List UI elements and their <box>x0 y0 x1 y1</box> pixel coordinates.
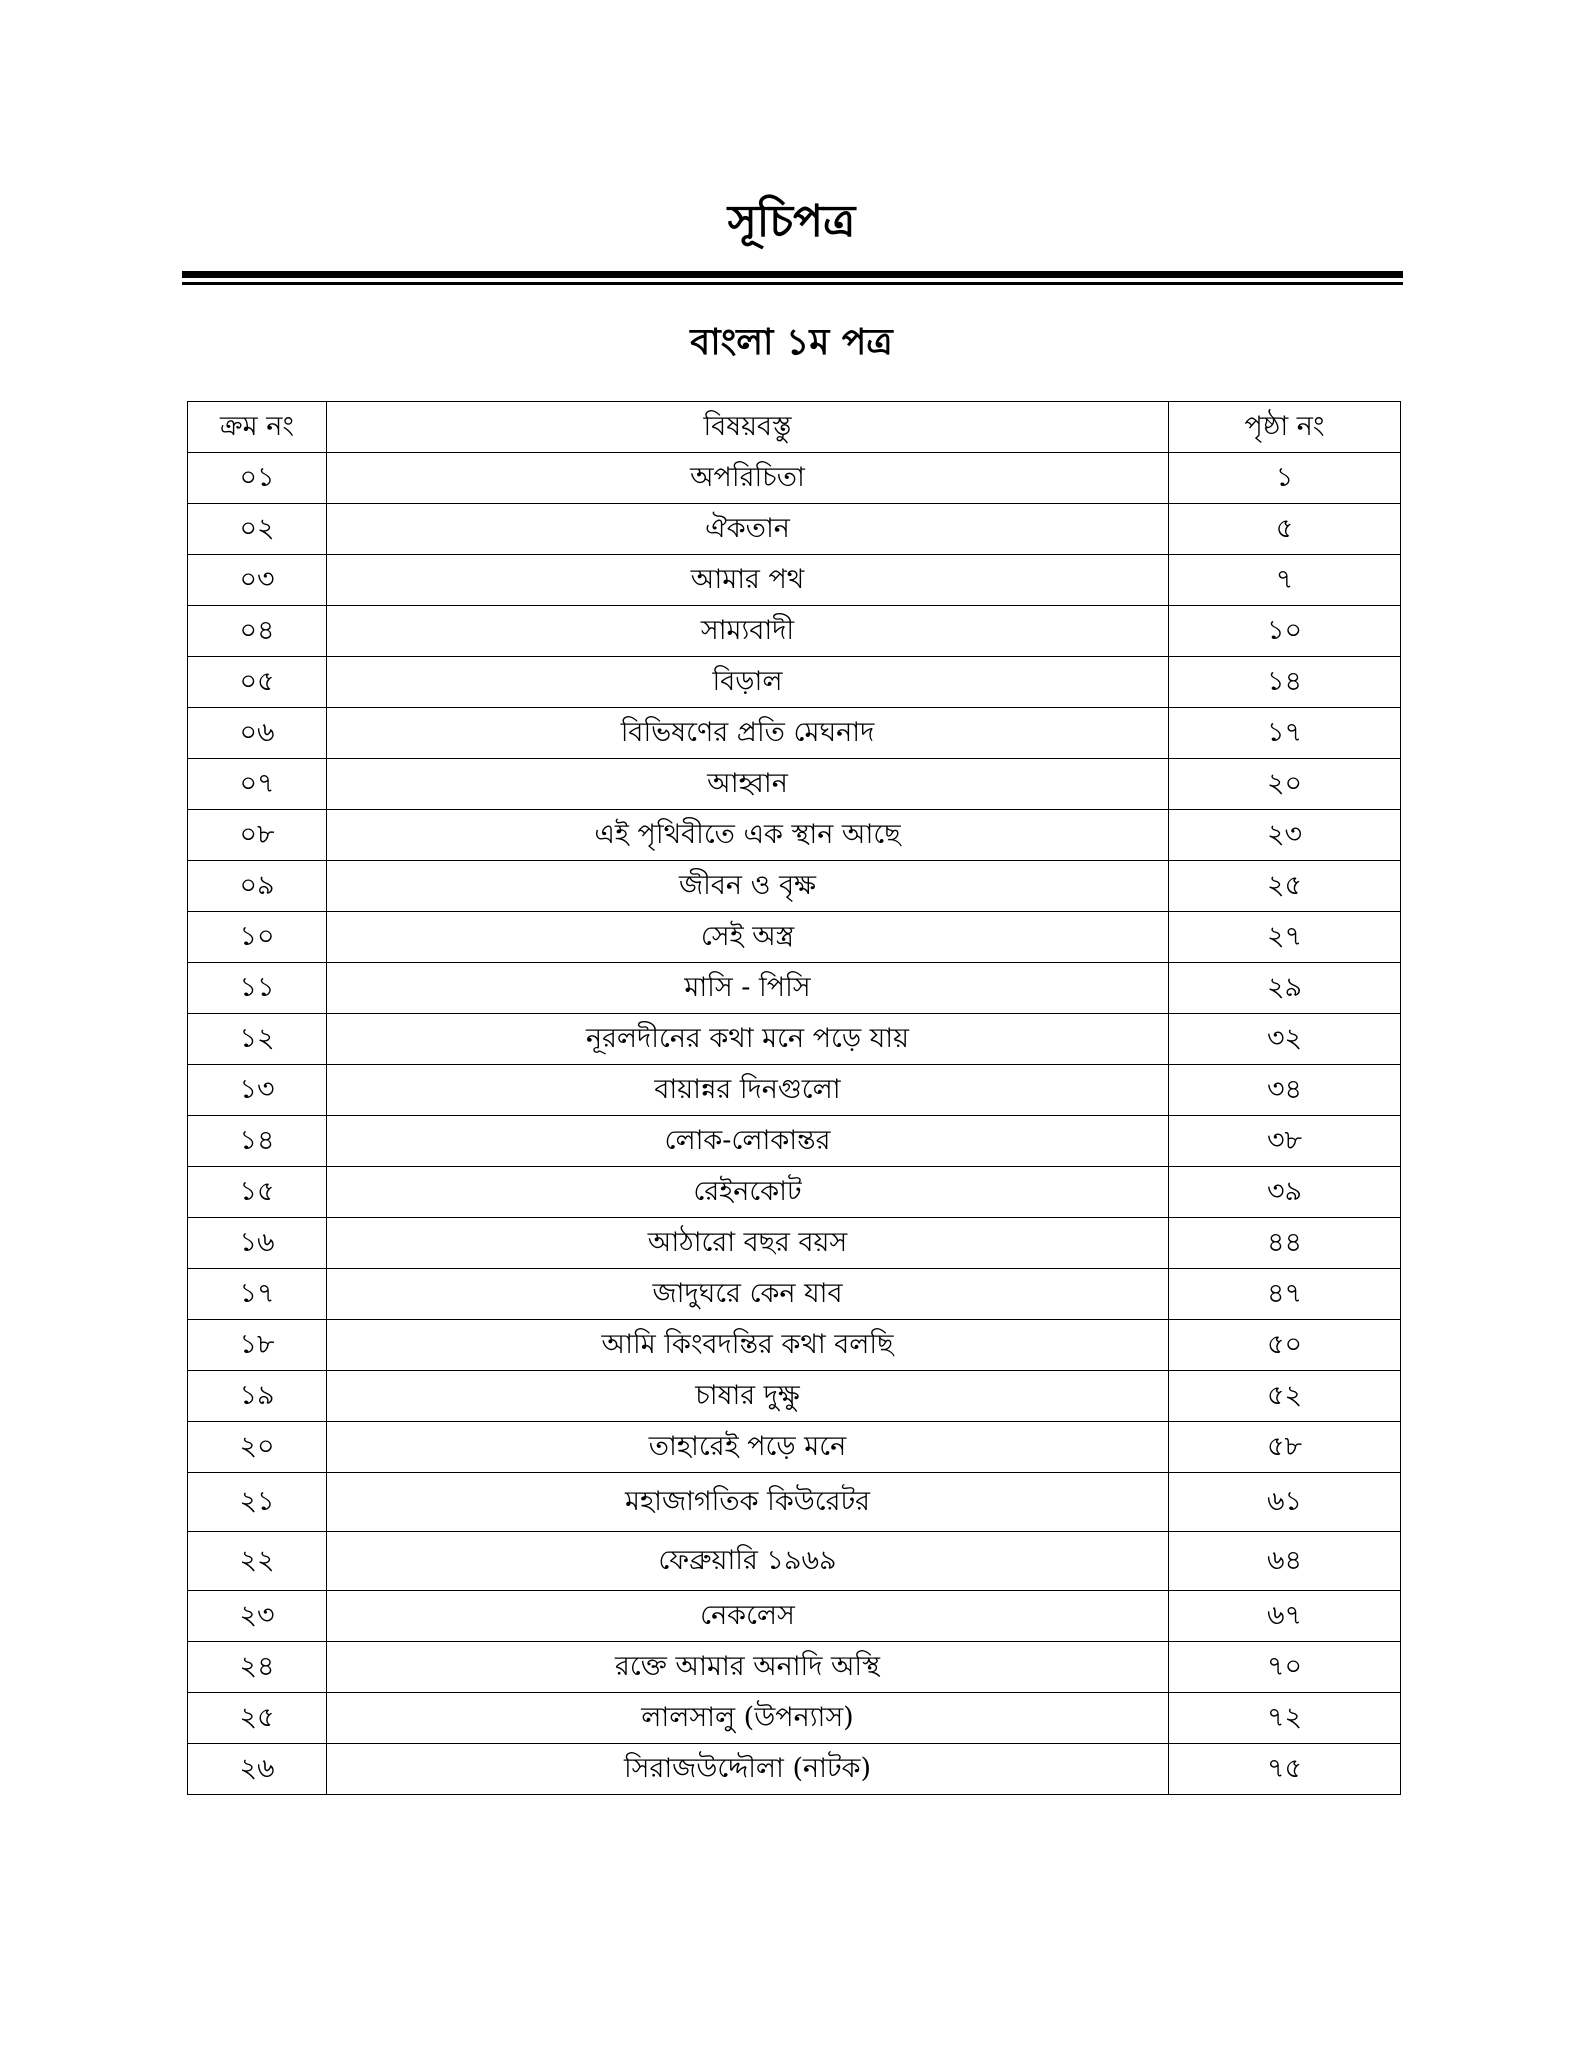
cell-topic: লালসালু (উপন্যাস) <box>327 1693 1169 1744</box>
table-row <box>188 1269 1401 1320</box>
section-subtitle: বাংলা ১ম পত্র <box>690 321 893 363</box>
contents-table-body <box>188 453 1401 1795</box>
cell-topic: চাষার দুক্ষু <box>327 1371 1169 1422</box>
table-row <box>188 810 1401 861</box>
cell-page: ৬৭ <box>1169 1591 1401 1642</box>
cell-page: ২৯ <box>1169 963 1401 1014</box>
table-row <box>188 606 1401 657</box>
header-page: পৃষ্ঠা নং <box>1169 402 1401 453</box>
cell-topic: সাম্যবাদী <box>327 606 1169 657</box>
cell-topic: আঠারো বছর বয়স <box>327 1218 1169 1269</box>
cell-topic: ফেব্রুয়ারি ১৯৬৯ <box>327 1532 1169 1591</box>
table-row <box>188 1167 1401 1218</box>
table-row <box>188 759 1401 810</box>
table-row <box>188 1371 1401 1422</box>
table-header-row <box>188 402 1401 453</box>
cell-topic: জাদুঘরে কেন যাব <box>327 1269 1169 1320</box>
cell-page: ৫৮ <box>1169 1422 1401 1473</box>
cell-serial: ০২ <box>188 504 327 555</box>
cell-page: ৭০ <box>1169 1642 1401 1693</box>
table-row <box>188 1642 1401 1693</box>
cell-page: ১০ <box>1169 606 1401 657</box>
cell-topic: ঐকতান <box>327 504 1169 555</box>
cell-serial: ১৪ <box>188 1116 327 1167</box>
table-row <box>188 1693 1401 1744</box>
cell-topic: মাসি - পিসি <box>327 963 1169 1014</box>
cell-serial: ১১ <box>188 963 327 1014</box>
cell-serial: ১৯ <box>188 1371 327 1422</box>
cell-page: ১ <box>1169 453 1401 504</box>
cell-topic: আহ্বান <box>327 759 1169 810</box>
table-row <box>188 453 1401 504</box>
cell-page: ৭ <box>1169 555 1401 606</box>
table-row <box>188 1744 1401 1795</box>
table-row <box>188 1065 1401 1116</box>
cell-page: ১৭ <box>1169 708 1401 759</box>
cell-serial: ০৪ <box>188 606 327 657</box>
table-row <box>188 657 1401 708</box>
table-row <box>188 555 1401 606</box>
cell-serial: ২০ <box>188 1422 327 1473</box>
page-title: সূচিপত্র <box>727 196 856 247</box>
table-row <box>188 1116 1401 1167</box>
cell-page: ২৫ <box>1169 861 1401 912</box>
table-row <box>188 1532 1401 1591</box>
cell-serial: ০৬ <box>188 708 327 759</box>
cell-page: ৭৫ <box>1169 1744 1401 1795</box>
cell-page: ২০ <box>1169 759 1401 810</box>
cell-serial: ০৭ <box>188 759 327 810</box>
cell-serial: ০১ <box>188 453 327 504</box>
cell-serial: ১৬ <box>188 1218 327 1269</box>
cell-topic: সিরাজউদ্দৌলা (নাটক) <box>327 1744 1169 1795</box>
table-row <box>188 504 1401 555</box>
cell-topic: রক্তে আমার অনাদি অস্থি <box>327 1642 1169 1693</box>
cell-serial: ০৩ <box>188 555 327 606</box>
cell-page: ৩২ <box>1169 1014 1401 1065</box>
table-row <box>188 861 1401 912</box>
cell-page: ১৪ <box>1169 657 1401 708</box>
table-row <box>188 1218 1401 1269</box>
cell-serial: ১২ <box>188 1014 327 1065</box>
table-row <box>188 1014 1401 1065</box>
table-row <box>188 1591 1401 1642</box>
table-row <box>188 1320 1401 1371</box>
cell-serial: ১৫ <box>188 1167 327 1218</box>
cell-page: ৭২ <box>1169 1693 1401 1744</box>
cell-topic: তাহারেই পড়ে মনে <box>327 1422 1169 1473</box>
cell-topic: এই পৃথিবীতে এক স্থান আছে <box>327 810 1169 861</box>
header-topic: বিষয়বস্তু <box>327 402 1169 453</box>
cell-serial: ২৫ <box>188 1693 327 1744</box>
cell-page: ৬৪ <box>1169 1532 1401 1591</box>
cell-topic: রেইনকোট <box>327 1167 1169 1218</box>
cell-topic: বিড়াল <box>327 657 1169 708</box>
cell-topic: জীবন ও বৃক্ষ <box>327 861 1169 912</box>
cell-serial: ০৮ <box>188 810 327 861</box>
header-serial: ক্রম নং <box>188 402 327 453</box>
cell-serial: ২৬ <box>188 1744 327 1795</box>
cell-serial: ২৪ <box>188 1642 327 1693</box>
cell-page: ৬১ <box>1169 1473 1401 1532</box>
cell-serial: ১৮ <box>188 1320 327 1371</box>
cell-page: ৩৪ <box>1169 1065 1401 1116</box>
cell-topic: বায়ান্নর দিনগুলো <box>327 1065 1169 1116</box>
table-row <box>188 1422 1401 1473</box>
cell-page: ৪৪ <box>1169 1218 1401 1269</box>
cell-topic: আমার পথ <box>327 555 1169 606</box>
cell-serial: ১৩ <box>188 1065 327 1116</box>
cell-serial: ২৩ <box>188 1591 327 1642</box>
cell-page: ২৭ <box>1169 912 1401 963</box>
cell-page: ৫০ <box>1169 1320 1401 1371</box>
title-divider-thick <box>182 271 1403 278</box>
cell-page: ৩৮ <box>1169 1116 1401 1167</box>
cell-topic: সেই অস্ত্র <box>327 912 1169 963</box>
cell-topic: আমি কিংবদন্তির কথা বলছি <box>327 1320 1169 1371</box>
cell-page: ৪৭ <box>1169 1269 1401 1320</box>
cell-page: ৫২ <box>1169 1371 1401 1422</box>
cell-serial: ২১ <box>188 1473 327 1532</box>
table-row <box>188 708 1401 759</box>
cell-serial: ১০ <box>188 912 327 963</box>
cell-serial: ২২ <box>188 1532 327 1591</box>
cell-topic: নূরলদীনের কথা মনে পড়ে যায় <box>327 1014 1169 1065</box>
cell-page: ৫ <box>1169 504 1401 555</box>
cell-page: ২৩ <box>1169 810 1401 861</box>
cell-serial: ০৯ <box>188 861 327 912</box>
cell-topic: মহাজাগতিক কিউরেটর <box>327 1473 1169 1532</box>
table-row <box>188 912 1401 963</box>
cell-serial: ১৭ <box>188 1269 327 1320</box>
table-row <box>188 1473 1401 1532</box>
cell-serial: ০৫ <box>188 657 327 708</box>
contents-table <box>187 401 1401 1795</box>
table-row <box>188 963 1401 1014</box>
cell-topic: নেকলেস <box>327 1591 1169 1642</box>
cell-topic: বিভিষণের প্রতি মেঘনাদ <box>327 708 1169 759</box>
cell-page: ৩৯ <box>1169 1167 1401 1218</box>
title-divider-thin <box>182 282 1403 285</box>
cell-topic: অপরিচিতা <box>327 453 1169 504</box>
cell-topic: লোক-লোকান্তর <box>327 1116 1169 1167</box>
